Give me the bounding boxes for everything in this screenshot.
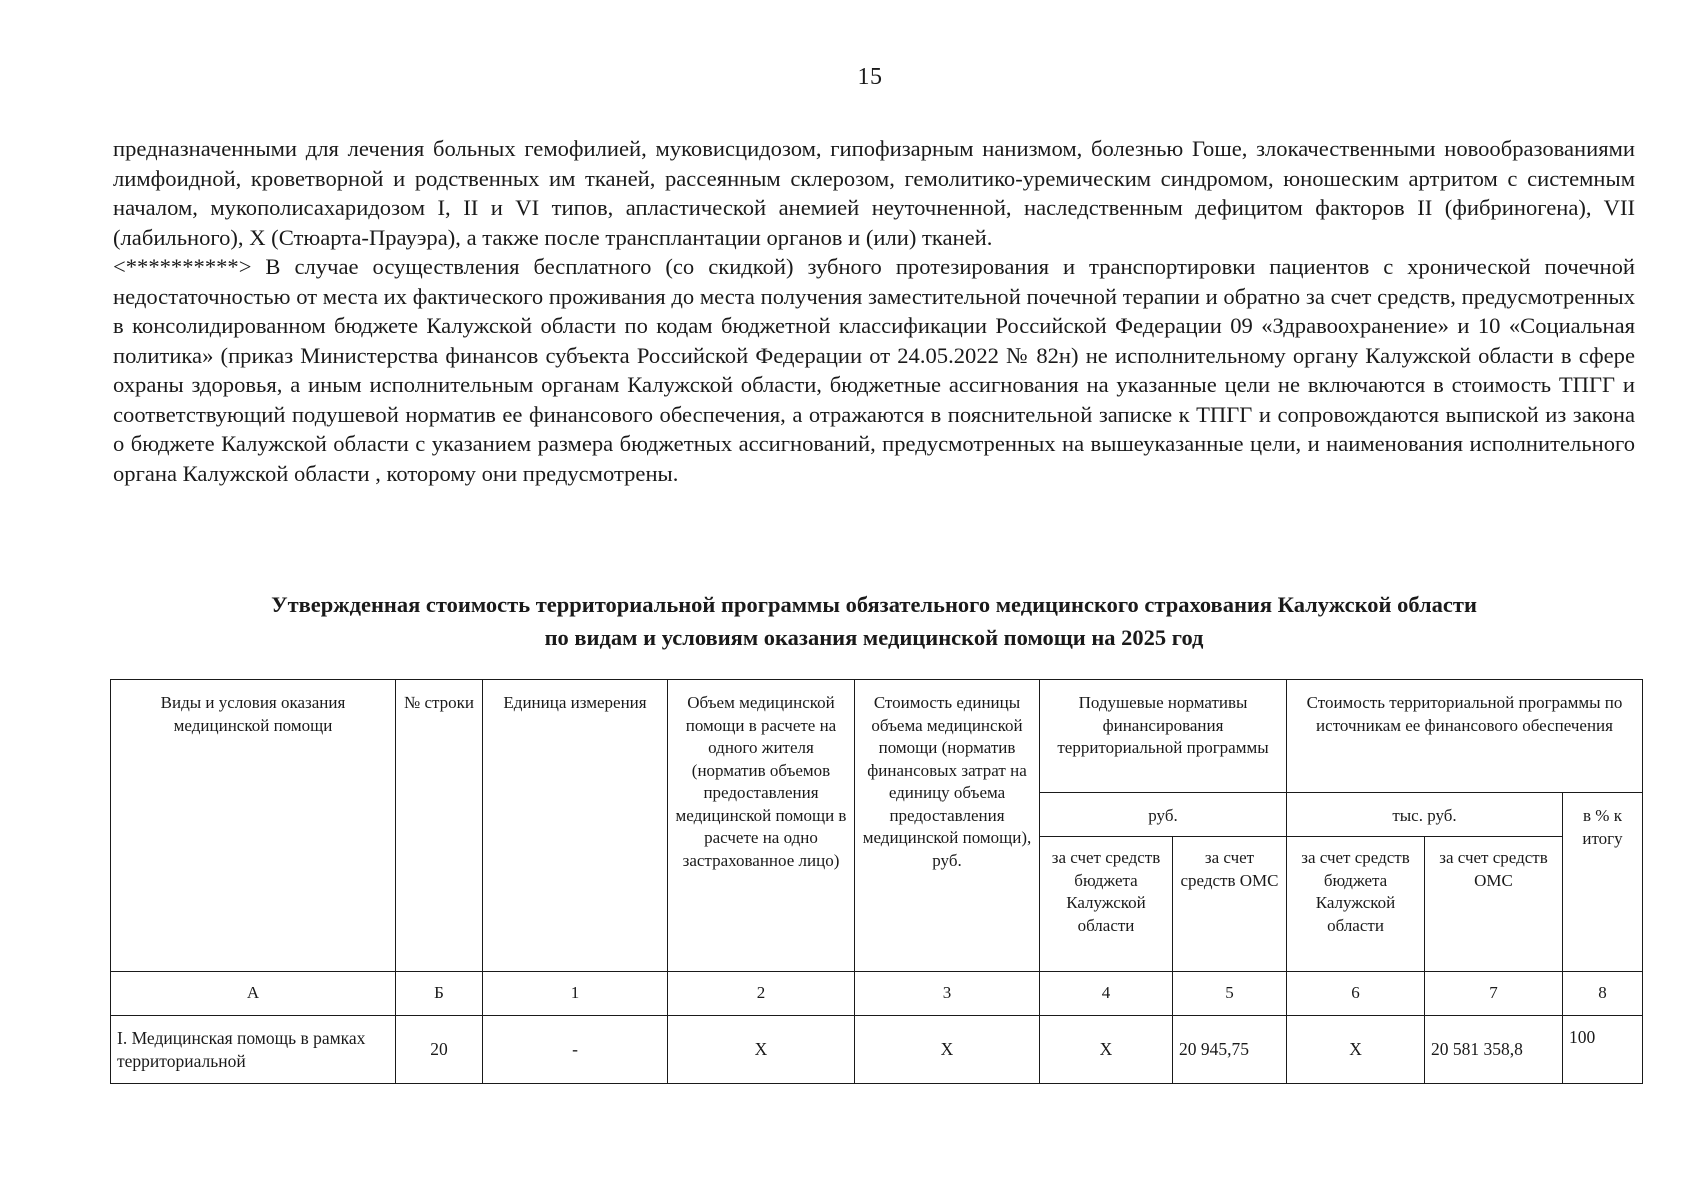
header-cost-oms: за счет средств ОМС	[1425, 837, 1563, 972]
column-number: 7	[1425, 972, 1563, 1016]
table-title-line-1: Утвержденная стоимость территориальной программы обязательного медицинского страхования Калужской области	[271, 592, 1477, 617]
header-unit-cost: Стоимость единицы объема медицинской помощи (норматив финансовых затрат на единицу объема предоставления медицинской помощи), руб.	[855, 680, 1040, 972]
paragraph-diseases: предназначенными для лечения больных гемофилией, муковисцидозом, гипофизарным нанизмом, болезнью Гоше, злокачественными новообразованиями лимфоидной, кроветворной и родственных им тканей, рассеянным склерозом, гемолитико-уремическим синдромом, юношеским артритом с системным началом, мукополисахаридозом I, II и VI типов, апластической анемией неуточненной, наследственным дефицитом факторов II (фибриногена), VII (лабильного), X (Стюарта-Прауэра), а также после трансплантации органов и (или) тканей.	[113, 136, 1635, 250]
column-number: А	[111, 972, 396, 1016]
header-row-1	[111, 680, 1643, 793]
header-volume: Объем медицинской помощи в расчете на одного жителя (норматив объемов предоставления медицинской помощи в расчете на одно застрахованное лицо)	[668, 680, 855, 972]
page-number: 15	[857, 64, 883, 90]
paragraph-dental-transport: <**********> В случае осуществления бесплатного (со скидкой) зубного протезирования и транспортировки пациентов с хронической почечной недостаточностью от места их фактического проживания до места получения заместительной почечной терапии и обратно за счет средств, предусмотренных в консолидированном бюджете Калужской области по кодам бюджетной классификации Российской Федерации 09 «Здравоохранение» и 10 «Социальная политика» (приказ Министерства финансов субъекта Российской Федерации от 24.05.2022 № 82н) не исполнительному органу Калужской области в сфере охраны здоровья, а иным исполнительным органам Калужской области, бюджетные ассигнования на указанные цели не включаются в стоимость ТПГГ и соответствующий подушевой норматив ее финансового обеспечения, а отражаются в пояснительной записке к ТПГГ и сопровождаются выпиской из закона о бюджете Калужской области с указанием размера бюджетных ассигнований, предусмотренных на вышеуказанные цели, и наименования исполнительного органа Калужской области , которому они предусмотрены.	[113, 254, 1635, 486]
body-text	[113, 134, 1635, 488]
column-number: 6	[1287, 972, 1425, 1016]
column-number: 3	[855, 972, 1040, 1016]
row-label: I. Медицинская помощь в рамках территориальной	[111, 1016, 396, 1084]
column-number: 1	[483, 972, 668, 1016]
table-row	[111, 1016, 1643, 1084]
column-number: 2	[668, 972, 855, 1016]
header-program-cost: Стоимость территориальной программы по источникам ее финансового обеспечения	[1287, 680, 1643, 793]
header-thousand-rub: тыс. руб.	[1287, 793, 1563, 837]
header-row-number: № строки	[396, 680, 483, 972]
header-cost-budget: за счет средств бюджета Калужской области	[1287, 837, 1425, 972]
cost-budget-cell: X	[1287, 1016, 1425, 1084]
header-unit: Единица измерения	[483, 680, 668, 972]
table-title-line-2: по видам и условиям оказания медицинской помощи на 2025 год	[544, 625, 1204, 650]
unit-cell: -	[483, 1016, 668, 1084]
header-types: Виды и условия оказания медицинской помощи	[111, 680, 396, 972]
column-number-row	[111, 972, 1643, 1016]
column-number: 8	[1563, 972, 1643, 1016]
column-number: Б	[396, 972, 483, 1016]
header-per-capita-oms: за счет средств ОМС	[1173, 837, 1287, 972]
header-percent-total: в % к итогу	[1563, 793, 1643, 972]
cost-oms-cell: 20 581 358,8	[1425, 1016, 1563, 1084]
volume-cell: X	[668, 1016, 855, 1084]
per-capita-oms-cell: 20 945,75	[1173, 1016, 1287, 1084]
unit-cost-cell: X	[855, 1016, 1040, 1084]
row-number-cell: 20	[396, 1016, 483, 1084]
program-cost-table	[110, 679, 1643, 1084]
column-number: 4	[1040, 972, 1173, 1016]
column-number: 5	[1173, 972, 1287, 1016]
header-per-capita-budget: за счет средств бюджета Калужской области	[1040, 837, 1173, 972]
percent-cell: 100	[1563, 1016, 1643, 1084]
header-per-capita: Подушевые нормативы финансирования территориальной программы	[1040, 680, 1287, 793]
table-title	[113, 588, 1635, 654]
per-capita-budget-cell: X	[1040, 1016, 1173, 1084]
header-rub: руб.	[1040, 793, 1287, 837]
